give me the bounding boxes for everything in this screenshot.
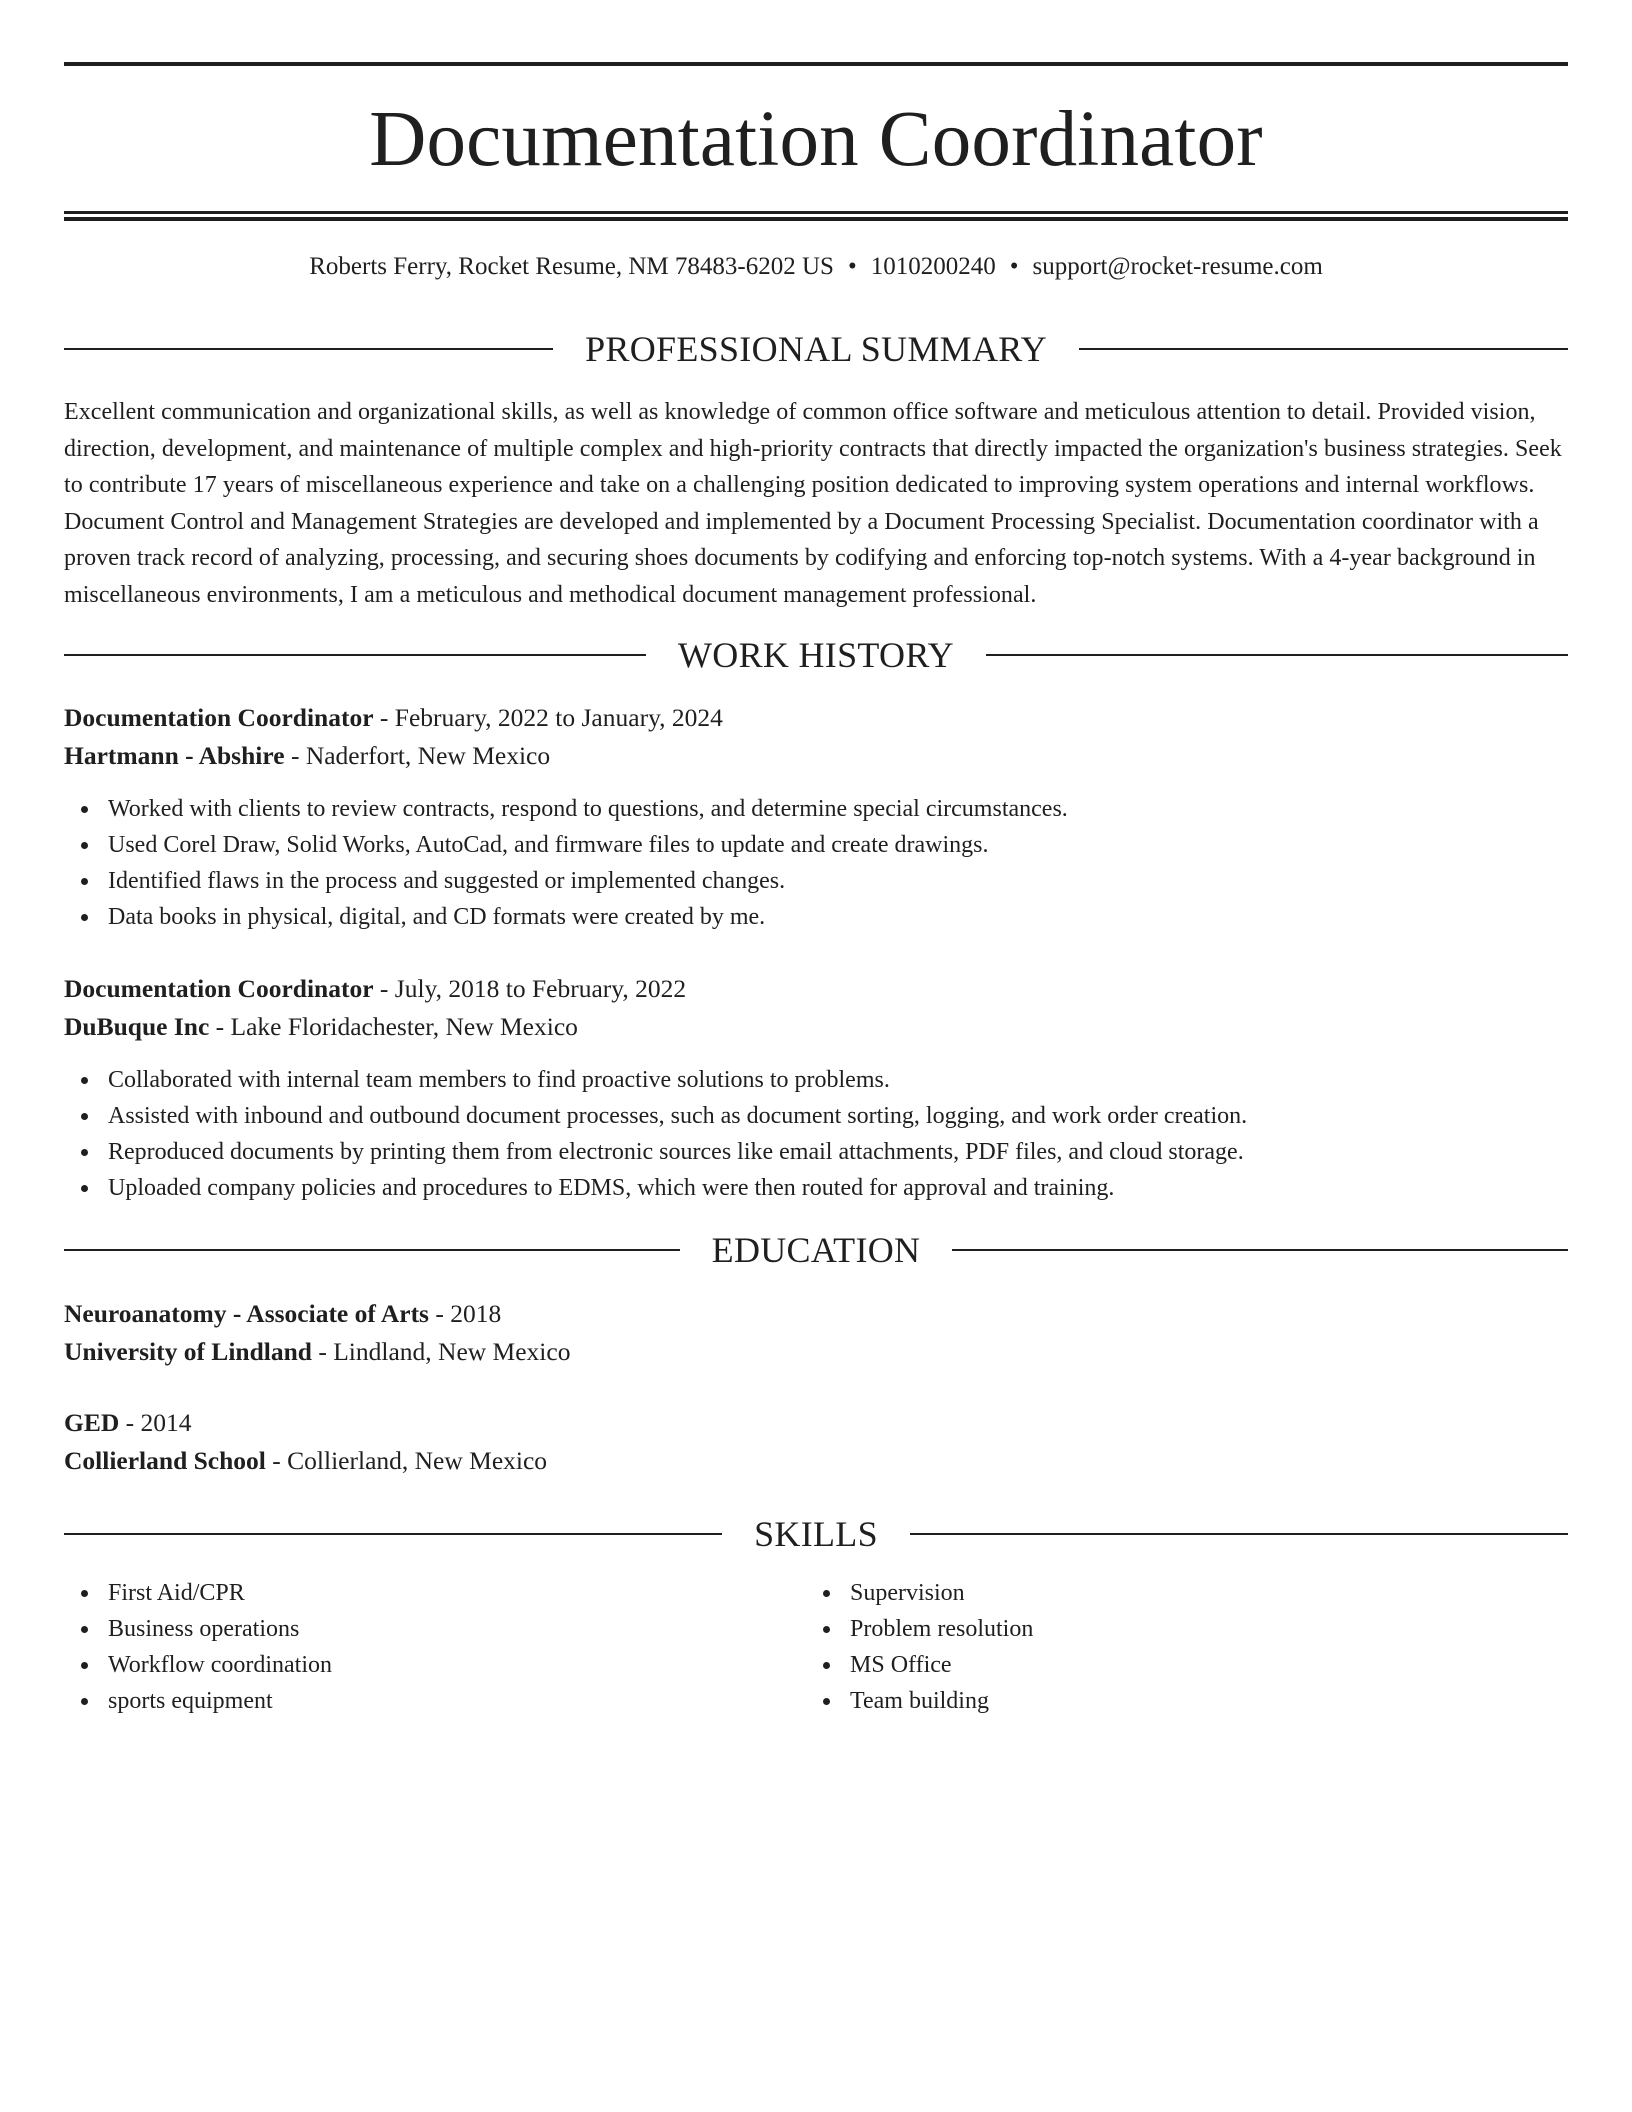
education-location: Collierland, New Mexico [287,1446,548,1475]
education-degree-line: GED - 2014 [64,1408,192,1437]
section-title: SKILLS [754,1514,878,1554]
job-dates: July, 2018 to February, 2022 [394,974,687,1003]
job-company: Hartmann - Abshire [64,741,285,770]
work-history-heading [64,637,1568,673]
education-year: 2018 [450,1299,502,1328]
skill-item: Team building [806,1683,1548,1719]
contact-address: Roberts Ferry, Rocket Resume, NM 78483-6202 US [309,253,834,280]
job-title-line: Documentation Coordinator - February, 2022 to January, 2024 [64,703,723,732]
job-dates: February, 2022 to January, 2024 [394,703,723,732]
skill-item: sports equipment [64,1683,806,1719]
heading-rule-left [64,654,646,656]
education-school-line: Collierland School - Collierland, New Mexico [64,1446,548,1475]
skills-heading [64,1516,1568,1552]
skills-list-right [806,1575,1548,1719]
job-bullet: Worked with clients to review contracts, respond to questions, and determine special circumstances. [64,791,1568,827]
job-company-line: Hartmann - Abshire - Naderfort, New Mexico [64,741,551,770]
contact-separator: • [1009,253,1019,280]
heading-rule-right [910,1533,1568,1535]
job-bullet: Assisted with inbound and outbound document processes, such as document sorting, logging, and work order creation. [64,1098,1568,1134]
job-bullet: Uploaded company policies and procedures to EDMS, which were then routed for approval and training. [64,1170,1568,1206]
summary-heading [64,331,1568,367]
job-title-line: Documentation Coordinator - July, 2018 to February, 2022 [64,974,687,1003]
education-school: University of Lindland [64,1337,312,1366]
education-heading [64,1232,1568,1268]
resume-name: Documentation Coordinator [369,96,1263,183]
skills-columns [64,1575,1568,1719]
education-entry [64,1295,1568,1371]
contact-separator: • [847,253,857,280]
section-title: EDUCATION [711,1230,921,1270]
header-top-rule [64,62,1568,66]
job-bullet: Data books in physical, digital, and CD formats were created by me. [64,899,1568,935]
job-bullet: Identified flaws in the process and suggested or implemented changes. [64,863,1568,899]
heading-rule-left [64,1249,680,1251]
heading-rule-left [64,1533,722,1535]
heading-rule-right [952,1249,1568,1251]
job-bullet: Reproduced documents by printing them from electronic sources like email attachments, PDF files, and cloud storage. [64,1134,1568,1170]
education-degree: Neuroanatomy - Associate of Arts [64,1299,429,1328]
job-entry [64,699,1568,775]
skill-item: Business operations [64,1611,806,1647]
contact-line [64,254,1568,279]
job-bullets [64,791,1568,935]
job-entry [64,970,1568,1046]
education-location: Lindland, New Mexico [333,1337,571,1366]
job-company-line: DuBuque Inc - Lake Floridachester, New Mexico [64,1012,578,1041]
contact-email: support@rocket-resume.com [1032,253,1323,280]
summary-text: Excellent communication and organizational skills, as well as knowledge of common office software and meticulous attention to detail. Provided vision, direction, development, and maintenance of multiple complex and high-priority contracts that directly impacted the organization's business strategies. Seek to contribute 17 years of miscellaneous experience and take on a challenging position dedicated to improving system operations and internal workflows. Document Control and Management Strategies are developed and implemented by a Document Processing Specialist. Documentation coordinator with a proven track record of analyzing, processing, and securing shoes documents by codifying and enforcing top-notch systems. With a 4-year background in miscellaneous environments, I am a meticulous and methodical document management professional. [64,399,1562,608]
education-year: 2014 [140,1408,192,1437]
skill-item: Problem resolution [806,1611,1548,1647]
education-degree-line: Neuroanatomy - Associate of Arts - 2018 [64,1299,502,1328]
contact-phone: 1010200240 [870,253,996,280]
section-title: WORK HISTORY [678,635,954,675]
job-bullet: Used Corel Draw, Solid Works, AutoCad, and firmware files to update and create drawings. [64,827,1568,863]
job-title: Documentation Coordinator [64,974,374,1003]
skill-item: MS Office [806,1647,1548,1683]
education-entry [64,1404,1568,1480]
job-bullets [64,1062,1568,1206]
education-school: Collierland School [64,1446,266,1475]
header-double-rule [64,211,1568,221]
job-location: Lake Floridachester, New Mexico [230,1012,578,1041]
skill-item: Supervision [806,1575,1548,1611]
skills-list-left [64,1575,806,1719]
heading-rule-right [986,654,1568,656]
heading-rule-right [1079,348,1568,350]
job-title: Documentation Coordinator [64,703,374,732]
job-location: Naderfort, New Mexico [305,741,551,770]
job-bullet: Collaborated with internal team members to find proactive solutions to problems. [64,1062,1568,1098]
job-company: DuBuque Inc [64,1012,210,1041]
education-degree: GED [64,1408,120,1437]
heading-rule-left [64,348,553,350]
skill-item: Workflow coordination [64,1647,806,1683]
skill-item: First Aid/CPR [64,1575,806,1611]
education-school-line: University of Lindland - Lindland, New Mexico [64,1337,571,1366]
section-title: PROFESSIONAL SUMMARY [585,329,1047,369]
